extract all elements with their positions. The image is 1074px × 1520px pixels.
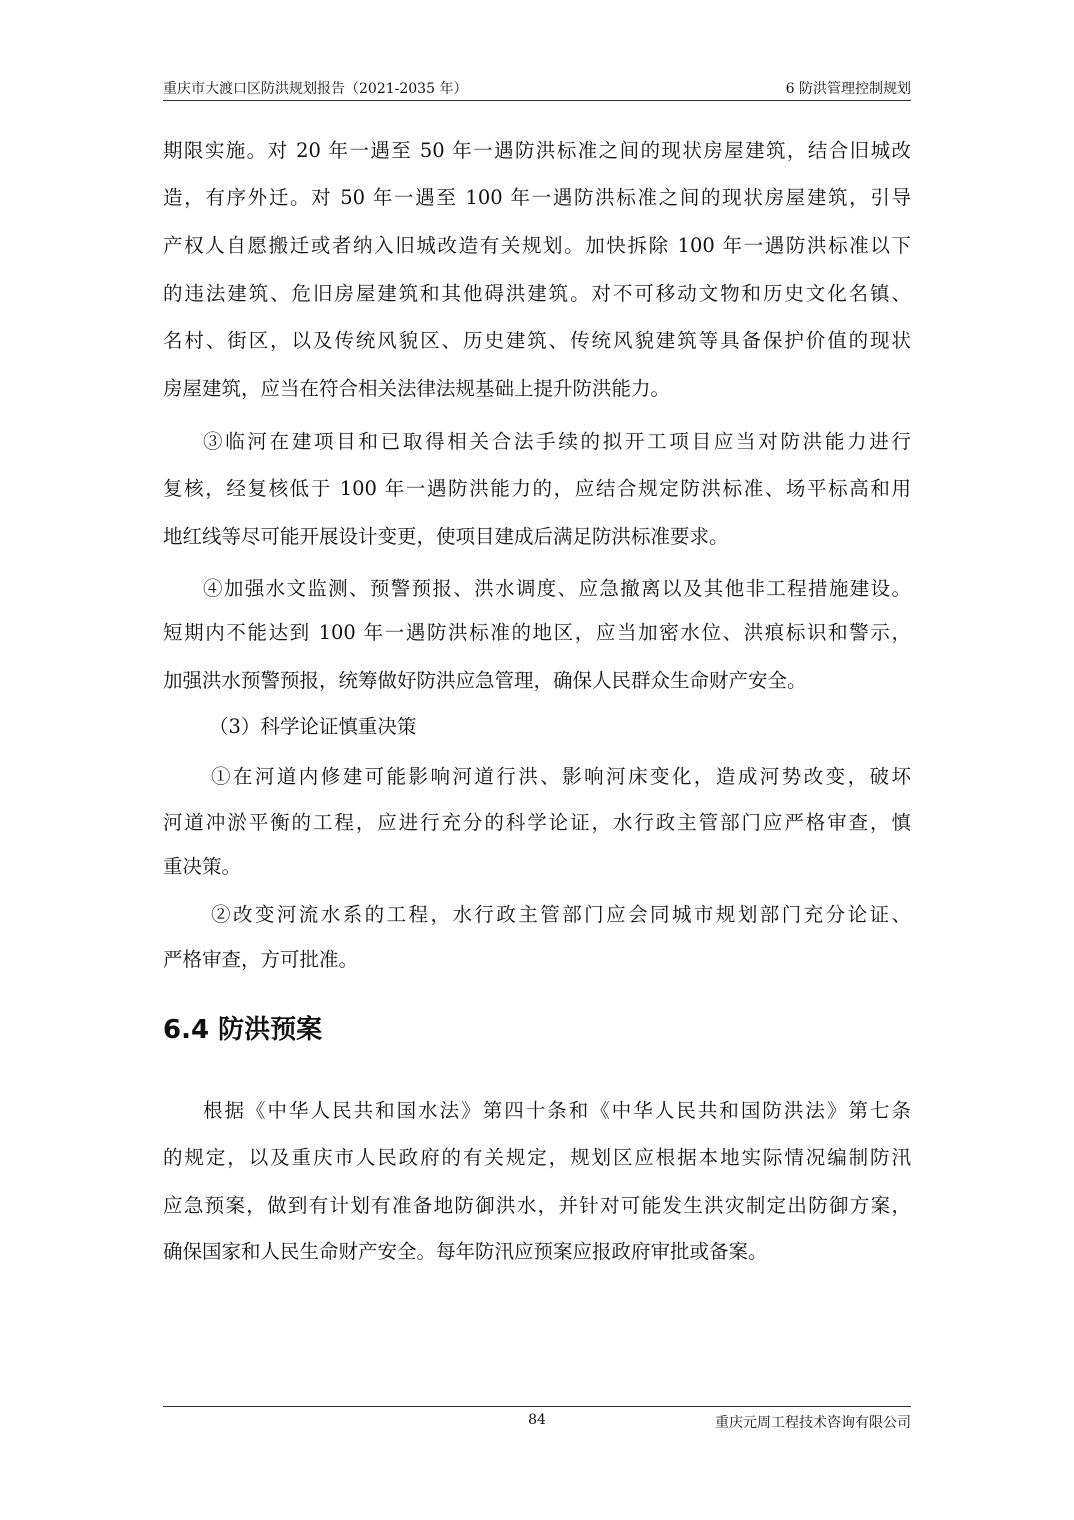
paragraph-line: 短期内不能达到 100 年一遇防洪标准的地区，应当加密水位、洪痕标识和警示， bbox=[163, 621, 911, 644]
paragraph-line: 复核，经复核低于 100 年一遇防洪能力的，应结合规定防洪标准、场平标高和用 bbox=[163, 477, 911, 500]
paragraph-line: 房屋建筑，应当在符合相关法律法规基础上提升防洪能力。 bbox=[163, 377, 671, 400]
page-footer bbox=[163, 1406, 911, 1437]
paragraph-line: ①在河道内修建可能影响河道行洪、影响河床变化，造成河势改变，破坏 bbox=[211, 765, 911, 788]
paragraph-line: 的违法建筑、危旧房屋建筑和其他碍洪建筑。对不可移动文物和历史文化名镇、 bbox=[163, 282, 911, 305]
paragraph-line: 确保国家和人民生命财产安全。每年防汛应预案应报政府审批或备案。 bbox=[163, 1240, 768, 1263]
paragraph-line: 根据《中华人民共和国水法》第四十条和《中华人民共和国防洪法》第七条 bbox=[203, 1099, 911, 1122]
paragraph-line: 河道冲淤平衡的工程，应进行充分的科学论证，水行政主管部门应严格审查，慎 bbox=[163, 811, 911, 834]
paragraph-line: 的规定，以及重庆市人民政府的有关规定，规划区应根据本地实际情况编制防汛 bbox=[163, 1146, 911, 1169]
paragraph-line: 应急预案，做到有计划有准备地防御洪水，并针对可能发生洪灾制定出防御方案， bbox=[163, 1194, 911, 1217]
page-number: 84 bbox=[528, 1412, 546, 1428]
paragraph-line: 产权人自愿搬迁或者纳入旧城改造有关规划。加快拆除 100 年一遇防洪标准以下 bbox=[163, 234, 911, 257]
chapter-title: 6 防洪管理控制规划 bbox=[785, 81, 911, 97]
paragraph-line: 严格审查，方可批准。 bbox=[163, 948, 359, 971]
company-name: 重庆元周工程技术咨询有限公司 bbox=[715, 1415, 911, 1431]
page-header bbox=[163, 76, 911, 101]
paragraph-line: 期限实施。对 20 年一遇至 50 年一遇防洪标准之间的现状房屋建筑，结合旧城改 bbox=[163, 139, 911, 162]
report-title: 重庆市大渡口区防洪规划报告（2021-2035 年） bbox=[163, 81, 468, 97]
section-title: 6.4 防洪预案 bbox=[163, 1015, 323, 1045]
paragraph-line: ②改变河流水系的工程，水行政主管部门应会同城市规划部门充分论证、 bbox=[211, 903, 911, 926]
paragraph-line: ④加强水文监测、预警预报、洪水调度、应急撤离以及其他非工程措施建设。 bbox=[203, 577, 911, 600]
paragraph-line: ③临河在建项目和已取得相关合法手续的拟开工项目应当对防洪能力进行 bbox=[203, 430, 911, 453]
paragraph-line: 地红线等尽可能开展设计变更，使项目建成后满足防洪标准要求。 bbox=[163, 525, 729, 548]
subsection-heading: （3）科学论证慎重决策 bbox=[209, 715, 417, 738]
paragraph-line: 加强洪水预警预报，统筹做好防洪应急管理，确保人民群众生命财产安全。 bbox=[163, 669, 807, 692]
paragraph-line: 名村、街区，以及传统风貌区、历史建筑、传统风貌建筑等具备保护价值的现状 bbox=[163, 329, 911, 352]
paragraph-line: 造，有序外迁。对 50 年一遇至 100 年一遇防洪标准之间的现状房屋建筑，引导 bbox=[163, 186, 911, 209]
paragraph-line: 重决策。 bbox=[163, 855, 242, 878]
